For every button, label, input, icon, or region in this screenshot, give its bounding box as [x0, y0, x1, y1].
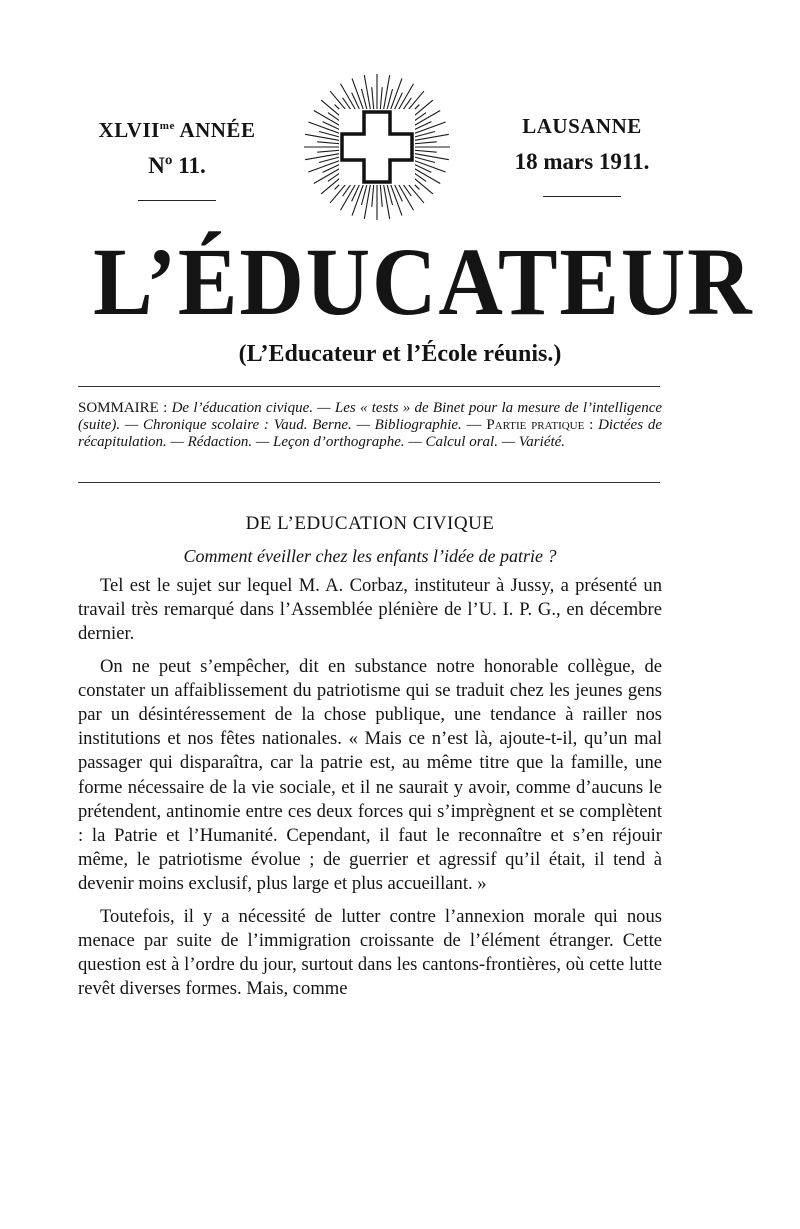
paragraph: Tel est le sujet sur lequel M. A. Corbaz, instituteur à Jussy, a présenté un travail très remarqué dans l’Assemblée plénière de l’U. I. P. G., en décembre dernier.: [78, 575, 662, 645]
masthead-title: L’ÉDUCATEUR: [93, 228, 754, 335]
swiss-cross-emblem-icon: [302, 72, 452, 222]
header-left-rule: [138, 200, 216, 201]
sommaire-items: De l’éducation civique. — Les « tests » de Binet pour la mesure de l’intelligence (suite). — Chronique scolaire : Vaud. Berne. — Bibliographie.: [78, 400, 663, 433]
article-title: DE L’EDUCATION CIVIQUE: [245, 513, 495, 534]
city: LAUSANNE: [522, 114, 642, 138]
paragraph: Toutefois, il y a nécessité de lutter contre l’annexion morale qui nous menace par suite de l’immigration croissante de l’élément étranger. Cette question est à l’ordre du jour, surtout dans les cantons-frontières, où cette lutte revêt diverses formes. Mais, comme: [78, 905, 662, 1000]
header-left: [72, 112, 282, 201]
table-of-contents: [78, 400, 662, 451]
paragraph: On ne peut s’empêcher, dit en substance notre honorable collègue, de constater un affaiblissement du patriotisme qui se traduit chez les jeunes gens par un désintéressement de la chose publique, une tendance à railler nos institutions et nos fêtes nationales. « Mais ce n’est là, ajoute-t-il, qu’un mal passager qui disparaîtra, car la patrie est, au même titre que la famille, une forme nécessaire de la vie sociale, et il ne saurait y avoir, comme d’aucuns le prétendent, antinomie entre ces deux forces qui s’imprègnent et se complètent : la Patrie et l’Humanité. Cependant, il faut le reconnaître et s’en réjouir même, le patriotisme évolue ; de guerrier et agressif qu’il était, il tend à devenir moins exclusif, plus large et plus accueillant. »: [78, 655, 662, 895]
article-body: [78, 574, 662, 1009]
issue-number: Nº 11.: [148, 153, 206, 178]
volume-year: $XLVII^{me}$ ANNÉE: [98, 118, 256, 142]
partie-pratique-label: — Partie pratique :: [466, 417, 594, 433]
masthead-subtitle: (L’Educateur et l’École réunis.): [238, 341, 562, 367]
sommaire-label: SOMMAIRE :: [78, 400, 168, 416]
issue-date: 18 mars 1911.: [514, 149, 650, 174]
article-subtitle: Comment éveiller chez les enfants l’idée de patrie ?: [183, 546, 557, 566]
sommaire-items-practical: Dictées de récapitulation. — Rédaction. — Leçon d’orthographe. — Calcul oral. — Variété.: [78, 417, 662, 450]
header-right: [482, 112, 682, 197]
divider-top: [78, 386, 660, 387]
header-right-rule: [543, 196, 621, 197]
divider-bottom: [78, 482, 660, 483]
